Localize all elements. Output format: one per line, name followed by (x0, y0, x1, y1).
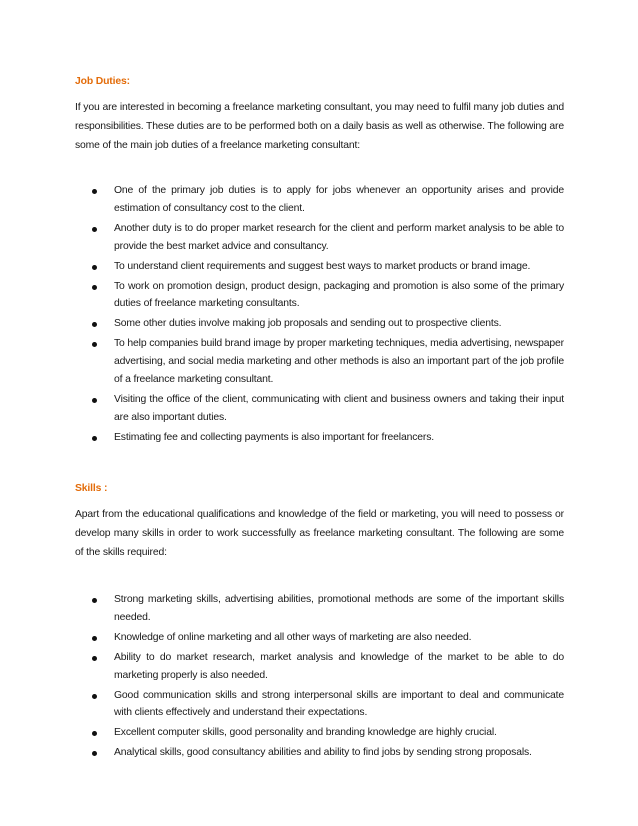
job-duties-list (75, 182, 564, 449)
list-item-text: To understand client requirements and suggest best ways to market products or brand image. (114, 260, 531, 272)
skills-heading: Skills : (75, 483, 108, 494)
bullet-icon (92, 322, 97, 327)
bullet-icon (92, 189, 97, 194)
bullet-icon (92, 265, 97, 270)
list-item (75, 391, 564, 427)
list-item-text: Strong marketing skills, advertising abilities, promotional methods are some of the important skills needed. (114, 594, 564, 623)
list-item (75, 335, 564, 388)
list-item-text: To work on promotion design, product design, packaging and promotion is also some of the primary duties of freelance marketing consultants. (114, 280, 564, 310)
skills-list (75, 591, 564, 764)
list-item (75, 258, 564, 276)
list-item-text: Knowledge of online marketing and all other ways of marketing are also needed. (114, 631, 472, 643)
list-item (75, 429, 564, 447)
list-item (75, 649, 564, 685)
bullet-icon (92, 656, 97, 661)
bullet-icon (92, 285, 97, 290)
list-item (75, 724, 564, 742)
list-item (75, 182, 564, 218)
bullet-icon (92, 436, 97, 441)
job-duties-heading: Job Duties: (75, 76, 130, 87)
list-item (75, 315, 564, 333)
bullet-icon (92, 342, 97, 347)
bullet-icon (92, 598, 97, 603)
list-item (75, 278, 564, 314)
list-item-text: Some other duties involve making job proposals and sending out to prospective clients. (114, 318, 502, 330)
bullet-icon (92, 751, 97, 756)
list-item-text: One of the primary job duties is to apply for jobs whenever an opportunity arises and provide estimation of consultancy cost to the client. (114, 185, 564, 214)
list-item-text: Another duty is to do proper market research for the client and perform market analysis to be able to provide the best market advice and consultancy. (114, 222, 564, 252)
bullet-icon (92, 694, 97, 699)
list-item (75, 629, 564, 647)
skills-intro: Apart from the educational qualifications and knowledge of the field or marketing, you will need to possess or develop many skills in order to work successfully as freelance marketing consultant. The following are some of the skills required: (75, 509, 564, 558)
bullet-icon (92, 398, 97, 403)
list-item (75, 220, 564, 256)
list-item-text: Estimating fee and collecting payments is also important for freelancers. (114, 431, 434, 443)
bullet-icon (92, 227, 97, 232)
list-item-text: Good communication skills and strong interpersonal skills are important to deal and communicate with clients effectively and understand their expectations. (114, 689, 564, 719)
list-item (75, 744, 564, 762)
bullet-icon (92, 636, 97, 641)
list-item (75, 687, 564, 723)
list-item-text: Ability to do market research, market analysis and knowledge of the market to be able to do marketing properly is also needed. (114, 651, 564, 681)
list-item (75, 591, 564, 627)
job-duties-intro: If you are interested in becoming a freelance marketing consultant, you may need to fulfil many job duties and responsibilities. These duties are to be performed both on a daily basis as well as otherwise. The following are some of the main job duties of a freelance marketing consultant: (75, 102, 564, 151)
list-item-text: Excellent computer skills, good personality and branding knowledge are highly crucial. (114, 727, 497, 739)
list-item-text: Visiting the office of the client, communicating with client and business owners and taking their input are also important duties. (114, 393, 564, 423)
list-item-text: Analytical skills, good consultancy abilities and ability to find jobs by sending strong proposals. (114, 747, 532, 759)
list-item-text: To help companies build brand image by proper marketing techniques, media advertising, newspaper advertising, and social media marketing and other methods is also an important part of the job profile of a freelance marketing consultant. (114, 338, 564, 385)
bullet-icon (92, 731, 97, 736)
